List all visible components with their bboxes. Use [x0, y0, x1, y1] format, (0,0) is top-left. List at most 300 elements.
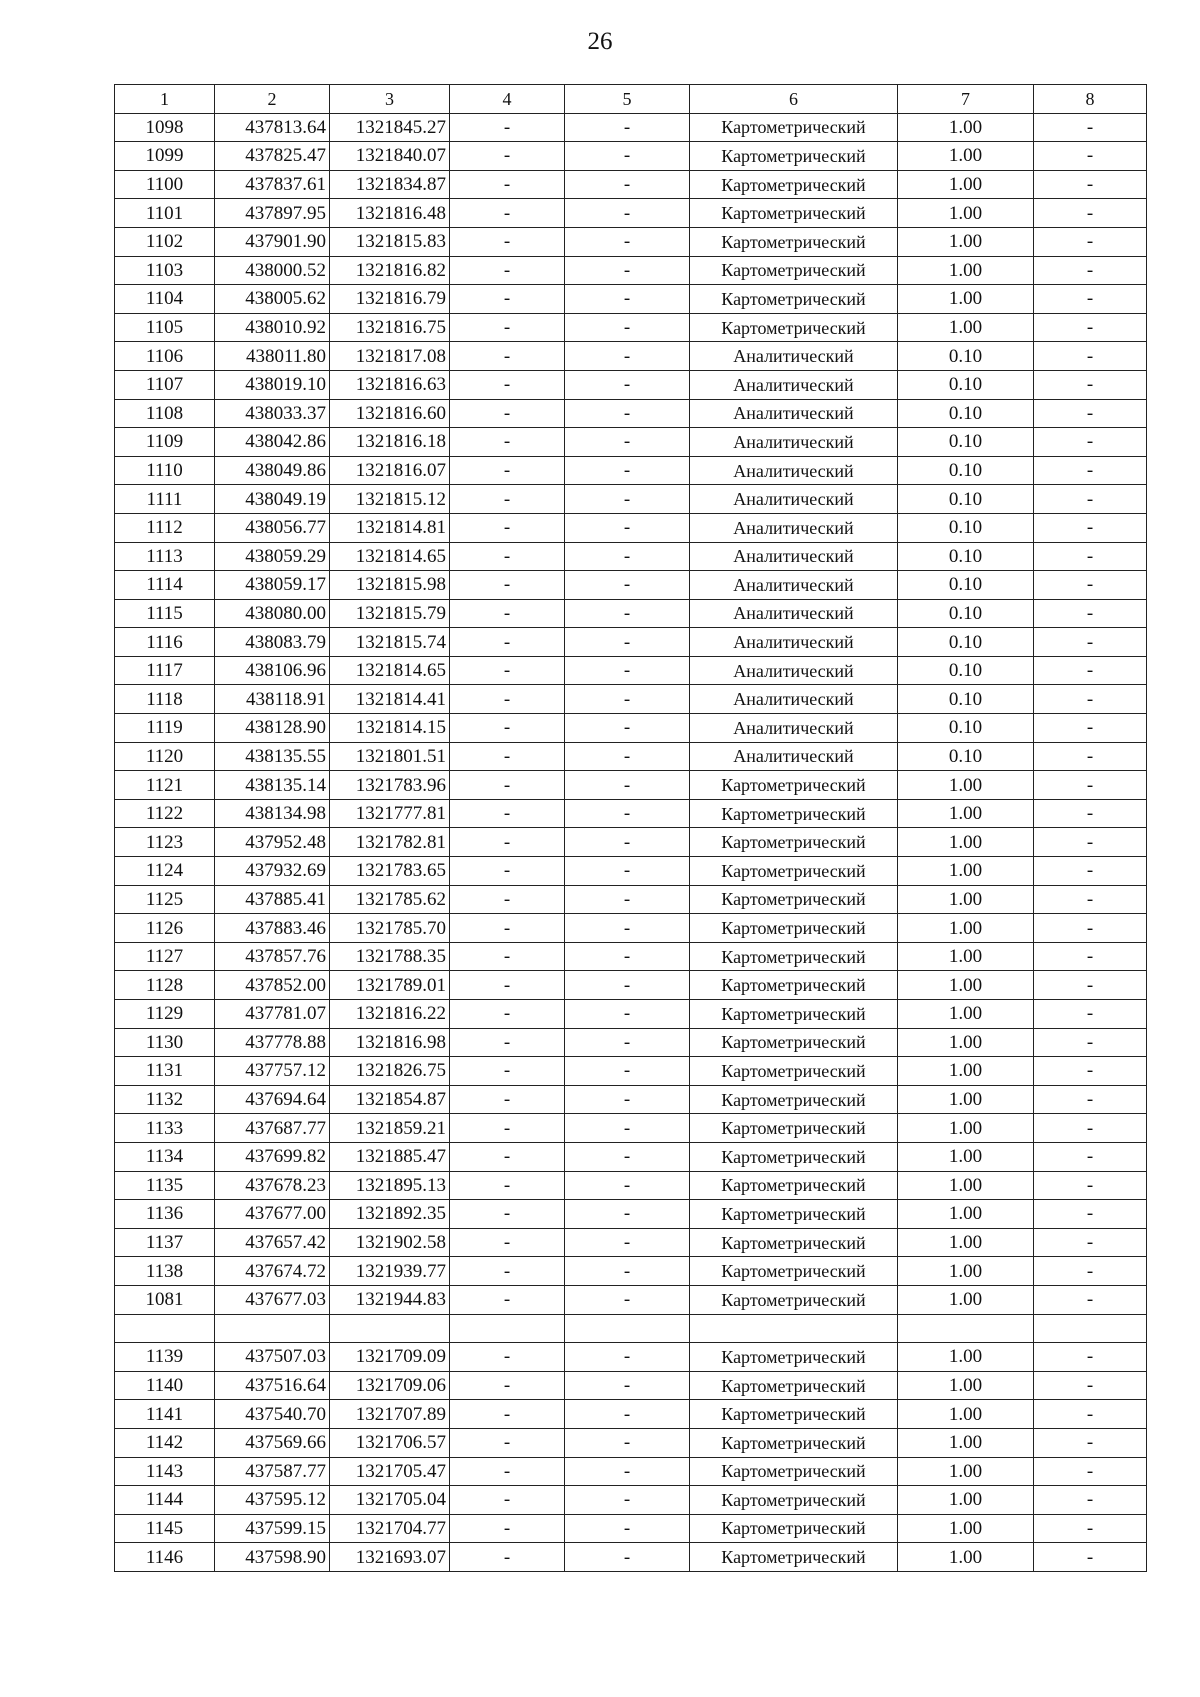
- table-cell: 0.10: [898, 342, 1034, 371]
- table-cell: 1321816.07: [330, 456, 450, 485]
- table-cell: 437599.15: [215, 1514, 330, 1543]
- table-cell: -: [1034, 914, 1147, 943]
- table-row: [115, 542, 1147, 571]
- table-cell: -: [450, 571, 565, 600]
- table-cell: 1.00: [898, 1114, 1034, 1143]
- table-cell: 438106.96: [215, 656, 330, 685]
- table-cell: Аналитический: [690, 542, 898, 571]
- table-cell: Картометрический: [690, 771, 898, 800]
- table-cell: -: [450, 1343, 565, 1372]
- table-cell: 1.00: [898, 1257, 1034, 1286]
- table-cell: 1321817.08: [330, 342, 450, 371]
- table-cell: 1124: [115, 857, 215, 886]
- table-cell: -: [450, 142, 565, 171]
- table-row: [115, 828, 1147, 857]
- table-cell: -: [450, 942, 565, 971]
- table-cell: 1.00: [898, 1085, 1034, 1114]
- table-cell: -: [450, 1486, 565, 1515]
- table-cell: Картометрический: [690, 971, 898, 1000]
- table-cell: 438000.52: [215, 256, 330, 285]
- table-cell: 1111: [115, 485, 215, 514]
- table-cell: 1131: [115, 1057, 215, 1086]
- table-cell: -: [1034, 513, 1147, 542]
- table-cell: 1321834.87: [330, 170, 450, 199]
- table-cell: -: [1034, 971, 1147, 1000]
- table-cell: -: [565, 742, 690, 771]
- table-row: [115, 685, 1147, 714]
- table-cell: -: [450, 771, 565, 800]
- table-cell: Картометрический: [690, 199, 898, 228]
- table-cell: 438033.37: [215, 399, 330, 428]
- table-cell: 1140: [115, 1371, 215, 1400]
- table-cell: -: [450, 227, 565, 256]
- table-cell: Картометрический: [690, 142, 898, 171]
- table-cell: 437952.48: [215, 828, 330, 857]
- table-cell: 438080.00: [215, 599, 330, 628]
- table-cell: 1114: [115, 571, 215, 600]
- table-row: [115, 1285, 1147, 1314]
- table-cell: 1.00: [898, 142, 1034, 171]
- table-cell: 437569.66: [215, 1428, 330, 1457]
- table-cell: 1321840.07: [330, 142, 450, 171]
- table-cell: -: [450, 628, 565, 657]
- table-cell: -: [565, 714, 690, 743]
- table-cell: -: [450, 313, 565, 342]
- table-cell: Аналитический: [690, 513, 898, 542]
- table-cell: 1137: [115, 1228, 215, 1257]
- table-cell: 437657.42: [215, 1228, 330, 1257]
- table-cell: 0.10: [898, 685, 1034, 714]
- table-row: [115, 313, 1147, 342]
- table-row: [115, 113, 1147, 142]
- table-cell: -: [450, 742, 565, 771]
- table-cell: -: [565, 1514, 690, 1543]
- table-cell: 1118: [115, 685, 215, 714]
- table-cell: -: [1034, 685, 1147, 714]
- table-cell: 1321816.60: [330, 399, 450, 428]
- table-cell: [115, 1314, 215, 1343]
- table-cell: Картометрический: [690, 1486, 898, 1515]
- table-cell: -: [565, 1400, 690, 1429]
- table-cell: 1321816.79: [330, 285, 450, 314]
- table-cell: 1108: [115, 399, 215, 428]
- table-cell: 437781.07: [215, 1000, 330, 1029]
- table-cell: 438049.86: [215, 456, 330, 485]
- table-cell: 1104: [115, 285, 215, 314]
- table-cell: Аналитический: [690, 742, 898, 771]
- table-cell: -: [450, 428, 565, 457]
- table-cell: -: [565, 170, 690, 199]
- table-cell: 1321816.22: [330, 1000, 450, 1029]
- table-cell: -: [450, 857, 565, 886]
- table-cell: -: [1034, 1514, 1147, 1543]
- column-header: 2: [215, 85, 330, 114]
- table-cell: 0.10: [898, 513, 1034, 542]
- table-cell: Аналитический: [690, 342, 898, 371]
- table-cell: -: [565, 428, 690, 457]
- column-header: 5: [565, 85, 690, 114]
- table-cell: -: [450, 170, 565, 199]
- table-cell: Аналитический: [690, 428, 898, 457]
- table-cell: -: [1034, 399, 1147, 428]
- table-cell: 1112: [115, 513, 215, 542]
- table-cell: -: [565, 799, 690, 828]
- table-cell: 438049.19: [215, 485, 330, 514]
- table-row: [115, 513, 1147, 542]
- table-cell: 1321814.81: [330, 513, 450, 542]
- table-row: [115, 227, 1147, 256]
- column-header: 3: [330, 85, 450, 114]
- table-cell: 1321706.57: [330, 1428, 450, 1457]
- table-cell: -: [565, 370, 690, 399]
- column-header: 7: [898, 85, 1034, 114]
- table-header-row: [115, 85, 1147, 114]
- table-cell: 1321845.27: [330, 113, 450, 142]
- table-cell: -: [565, 771, 690, 800]
- table-cell: -: [1034, 113, 1147, 142]
- table-row: [115, 399, 1147, 428]
- table-cell: 1321816.75: [330, 313, 450, 342]
- table-cell: Аналитический: [690, 370, 898, 399]
- table-cell: -: [1034, 571, 1147, 600]
- table-cell: 1.00: [898, 1543, 1034, 1572]
- table-cell: 1.00: [898, 227, 1034, 256]
- table-cell: Картометрический: [690, 1543, 898, 1572]
- table-cell: 1321788.35: [330, 942, 450, 971]
- table-cell: -: [1034, 1000, 1147, 1029]
- table-cell: 437677.00: [215, 1200, 330, 1229]
- table-cell: 1321892.35: [330, 1200, 450, 1229]
- table-cell: 1127: [115, 942, 215, 971]
- table-cell: -: [450, 799, 565, 828]
- table-cell: 1321783.65: [330, 857, 450, 886]
- table-cell: 1134: [115, 1142, 215, 1171]
- table-cell: -: [565, 227, 690, 256]
- table-cell: Картометрический: [690, 1000, 898, 1029]
- table-cell: -: [450, 513, 565, 542]
- table-cell: -: [1034, 342, 1147, 371]
- table-cell: 437674.72: [215, 1257, 330, 1286]
- table-cell: -: [450, 1257, 565, 1286]
- table-cell: 1.00: [898, 857, 1034, 886]
- table-cell: 1.00: [898, 1428, 1034, 1457]
- table-cell: 0.10: [898, 628, 1034, 657]
- table-body: [115, 85, 1147, 1572]
- table-cell: 0.10: [898, 485, 1034, 514]
- table-cell: -: [1034, 885, 1147, 914]
- table-cell: Картометрический: [690, 1171, 898, 1200]
- table-cell: 1.00: [898, 256, 1034, 285]
- table-cell: -: [1034, 1028, 1147, 1057]
- table-cell: -: [565, 571, 690, 600]
- table-cell: -: [565, 485, 690, 514]
- table-cell: 437857.76: [215, 942, 330, 971]
- table-cell: [450, 1314, 565, 1343]
- table-cell: 437901.90: [215, 227, 330, 256]
- table-row: [115, 1142, 1147, 1171]
- table-row: [115, 1257, 1147, 1286]
- table-cell: -: [1034, 313, 1147, 342]
- table-cell: -: [1034, 170, 1147, 199]
- table-cell: Картометрический: [690, 1514, 898, 1543]
- table-row: [115, 1371, 1147, 1400]
- table-cell: 437778.88: [215, 1028, 330, 1057]
- table-row: [115, 857, 1147, 886]
- table-cell: Картометрический: [690, 1400, 898, 1429]
- table-cell: 1321815.79: [330, 599, 450, 628]
- table-cell: Картометрический: [690, 857, 898, 886]
- table-cell: 1144: [115, 1486, 215, 1515]
- table-cell: 1321859.21: [330, 1114, 450, 1143]
- table-cell: 438134.98: [215, 799, 330, 828]
- table-cell: -: [450, 1400, 565, 1429]
- table-cell: 1.00: [898, 885, 1034, 914]
- table-cell: -: [565, 142, 690, 171]
- table-cell: -: [1034, 628, 1147, 657]
- table-cell: 1109: [115, 428, 215, 457]
- table-row: [115, 1228, 1147, 1257]
- table-cell: -: [450, 1514, 565, 1543]
- table-cell: 437932.69: [215, 857, 330, 886]
- table-row: [115, 1000, 1147, 1029]
- table-cell: Аналитический: [690, 685, 898, 714]
- table-cell: -: [565, 1057, 690, 1086]
- table-cell: Картометрический: [690, 1228, 898, 1257]
- table-cell: 1122: [115, 799, 215, 828]
- table-cell: 0.10: [898, 714, 1034, 743]
- table-cell: 1321782.81: [330, 828, 450, 857]
- table-cell: Аналитический: [690, 485, 898, 514]
- table-cell: 437587.77: [215, 1457, 330, 1486]
- table-cell: 437678.23: [215, 1171, 330, 1200]
- table-cell: -: [450, 1285, 565, 1314]
- table-cell: -: [565, 513, 690, 542]
- table-cell: 0.10: [898, 370, 1034, 399]
- table-cell: 1321816.18: [330, 428, 450, 457]
- table-cell: Картометрический: [690, 1085, 898, 1114]
- table-cell: 1321902.58: [330, 1228, 450, 1257]
- table-cell: Картометрический: [690, 1257, 898, 1286]
- table-cell: 437595.12: [215, 1486, 330, 1515]
- table-cell: 1321816.98: [330, 1028, 450, 1057]
- table-cell: 1.00: [898, 1514, 1034, 1543]
- table-cell: 1321801.51: [330, 742, 450, 771]
- table-cell: 1.00: [898, 1400, 1034, 1429]
- column-header: 8: [1034, 85, 1147, 114]
- table-row: [115, 1543, 1147, 1572]
- table-cell: -: [565, 1428, 690, 1457]
- table-cell: 437837.61: [215, 170, 330, 199]
- table-cell: 1116: [115, 628, 215, 657]
- table-cell: 1321693.07: [330, 1543, 450, 1572]
- table-cell: 0.10: [898, 456, 1034, 485]
- table-cell: -: [565, 828, 690, 857]
- table-cell: -: [565, 1028, 690, 1057]
- table-cell: 1139: [115, 1343, 215, 1372]
- table-cell: 437757.12: [215, 1057, 330, 1086]
- table-cell: 1321709.09: [330, 1343, 450, 1372]
- table-cell: -: [565, 342, 690, 371]
- table-cell: 1107: [115, 370, 215, 399]
- table-cell: -: [1034, 799, 1147, 828]
- table-cell: 1321705.04: [330, 1486, 450, 1515]
- table-cell: Картометрический: [690, 256, 898, 285]
- table-cell: 1.00: [898, 1000, 1034, 1029]
- table-cell: Картометрический: [690, 942, 898, 971]
- table-cell: 1.00: [898, 1457, 1034, 1486]
- table-cell: -: [1034, 1285, 1147, 1314]
- table-cell: 438011.80: [215, 342, 330, 371]
- table-cell: -: [565, 599, 690, 628]
- table-row: [115, 885, 1147, 914]
- table-cell: -: [1034, 256, 1147, 285]
- table-cell: 1126: [115, 914, 215, 943]
- table-cell: [215, 1314, 330, 1343]
- table-cell: -: [450, 1543, 565, 1572]
- table-cell: -: [450, 1085, 565, 1114]
- table-cell: -: [565, 313, 690, 342]
- table-cell: -: [565, 942, 690, 971]
- table-cell: 0.10: [898, 542, 1034, 571]
- table-cell: Картометрический: [690, 285, 898, 314]
- table-cell: Картометрический: [690, 799, 898, 828]
- table-cell: 1123: [115, 828, 215, 857]
- table-cell: 1.00: [898, 1057, 1034, 1086]
- table-cell: 1110: [115, 456, 215, 485]
- table-cell: -: [565, 1114, 690, 1143]
- table-cell: 437677.03: [215, 1285, 330, 1314]
- table-cell: -: [450, 1371, 565, 1400]
- table-cell: -: [565, 857, 690, 886]
- table-cell: -: [1034, 1371, 1147, 1400]
- table-cell: Аналитический: [690, 656, 898, 685]
- table-row: [115, 1028, 1147, 1057]
- table-cell: -: [450, 370, 565, 399]
- table-cell: -: [450, 885, 565, 914]
- table-cell: Аналитический: [690, 399, 898, 428]
- table-cell: 437687.77: [215, 1114, 330, 1143]
- table-cell: -: [1034, 857, 1147, 886]
- table-cell: 1.00: [898, 1486, 1034, 1515]
- table-row: [115, 1457, 1147, 1486]
- table-cell: -: [450, 1457, 565, 1486]
- table-cell: 1119: [115, 714, 215, 743]
- column-header: 1: [115, 85, 215, 114]
- table-cell: Аналитический: [690, 571, 898, 600]
- table-cell: Картометрический: [690, 1057, 898, 1086]
- table-cell: -: [450, 971, 565, 1000]
- table-row: [115, 342, 1147, 371]
- table-cell: 438005.62: [215, 285, 330, 314]
- table-cell: -: [450, 256, 565, 285]
- table-cell: 1321815.12: [330, 485, 450, 514]
- table-cell: 1321814.15: [330, 714, 450, 743]
- table-cell: 1.00: [898, 313, 1034, 342]
- table-cell: -: [450, 1200, 565, 1229]
- table-cell: -: [450, 285, 565, 314]
- table-row: [115, 1200, 1147, 1229]
- table-cell: Аналитический: [690, 714, 898, 743]
- table-cell: 437699.82: [215, 1142, 330, 1171]
- table-cell: 1081: [115, 1285, 215, 1314]
- table-cell: 1321816.48: [330, 199, 450, 228]
- table-cell: 1.00: [898, 1171, 1034, 1200]
- table-cell: 437598.90: [215, 1543, 330, 1572]
- table-cell: 1.00: [898, 1285, 1034, 1314]
- table-cell: Картометрический: [690, 1142, 898, 1171]
- table-row: [115, 285, 1147, 314]
- table-cell: 438059.29: [215, 542, 330, 571]
- table-cell: -: [565, 885, 690, 914]
- table-row: [115, 1171, 1147, 1200]
- table-cell: -: [1034, 1457, 1147, 1486]
- table-cell: -: [450, 542, 565, 571]
- table-cell: 1.00: [898, 799, 1034, 828]
- table-cell: 1130: [115, 1028, 215, 1057]
- table-cell: -: [450, 714, 565, 743]
- table-cell: [690, 1314, 898, 1343]
- table-cell: 438056.77: [215, 513, 330, 542]
- table-cell: 1142: [115, 1428, 215, 1457]
- table-cell: -: [1034, 227, 1147, 256]
- table-cell: -: [1034, 285, 1147, 314]
- table-cell: 1098: [115, 113, 215, 142]
- table-cell: -: [1034, 656, 1147, 685]
- table-cell: -: [1034, 1142, 1147, 1171]
- table-cell: 438010.92: [215, 313, 330, 342]
- table-row: [115, 1343, 1147, 1372]
- table-cell: 1145: [115, 1514, 215, 1543]
- table-cell: -: [1034, 485, 1147, 514]
- table-cell: 1321785.70: [330, 914, 450, 943]
- table-row: [115, 942, 1147, 971]
- table-row: [115, 456, 1147, 485]
- table-cell: 1.00: [898, 942, 1034, 971]
- table-cell: 1105: [115, 313, 215, 342]
- table-cell: -: [565, 285, 690, 314]
- table-cell: -: [1034, 714, 1147, 743]
- table-cell: 1321939.77: [330, 1257, 450, 1286]
- table-cell: 438128.90: [215, 714, 330, 743]
- table-cell: -: [1034, 1543, 1147, 1572]
- table-cell: -: [1034, 771, 1147, 800]
- table-cell: 438019.10: [215, 370, 330, 399]
- table-cell: -: [450, 1228, 565, 1257]
- table-cell: -: [1034, 1114, 1147, 1143]
- table-cell: 437825.47: [215, 142, 330, 171]
- table-cell: 1.00: [898, 1028, 1034, 1057]
- table-cell: 1321705.47: [330, 1457, 450, 1486]
- table-cell: 438118.91: [215, 685, 330, 714]
- table-cell: 1125: [115, 885, 215, 914]
- table-cell: 1106: [115, 342, 215, 371]
- table-cell: -: [1034, 1228, 1147, 1257]
- table-cell: 1321814.41: [330, 685, 450, 714]
- table-cell: -: [450, 199, 565, 228]
- table-row: [115, 1114, 1147, 1143]
- table-row: [115, 771, 1147, 800]
- table-cell: 1321814.65: [330, 542, 450, 571]
- table-cell: -: [450, 599, 565, 628]
- table-cell: 1099: [115, 142, 215, 171]
- table-cell: -: [450, 1142, 565, 1171]
- table-cell: Картометрический: [690, 914, 898, 943]
- table-cell: 1321777.81: [330, 799, 450, 828]
- page-number: 26: [587, 28, 613, 55]
- table-cell: -: [450, 399, 565, 428]
- table-cell: 1321704.77: [330, 1514, 450, 1543]
- table-cell: Картометрический: [690, 1285, 898, 1314]
